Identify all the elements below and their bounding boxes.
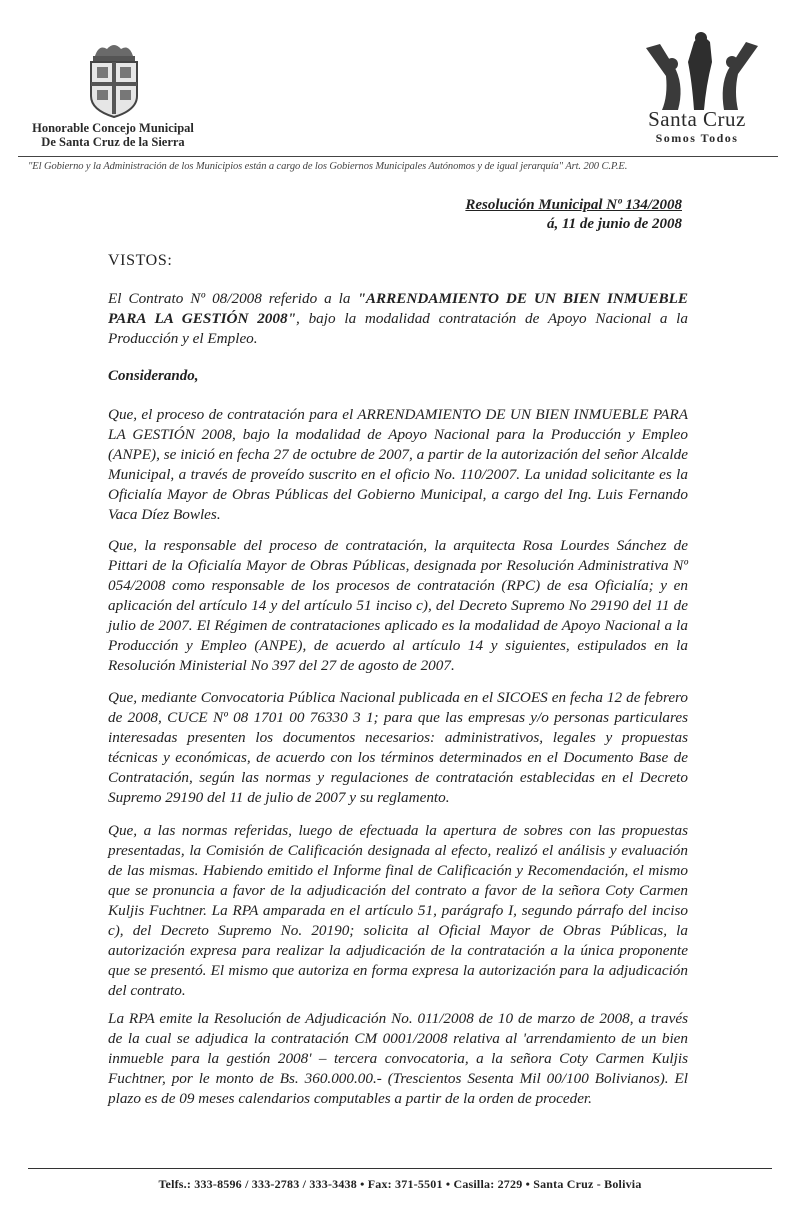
considerando-paragraph-1: Que, el proceso de contratación para el ARRENDAMIENTO DE UN BIEN INMUEBLE PARA LA GESTIÓN 2008, bajo la modalidad de Apoyo Nacional para la Producción y Empleo (ANPE), se inició en fecha 27 de octubre de 2007, a partir de la autorización del señor Alcalde Municipal, a través de proveído suscrito en el oficio No. 110/2007. La unidad solicitante es la Oficialía Mayor de Obras Públicas del Gobierno Municipal, a cargo del Ing. Luis Fernando Vaca Díez Bowles.	[108, 406, 688, 523]
constitution-motto: "El Gobierno y la Administración de los Municipios están a cargo de los Gobiernos Municipales Autónomos y de igual jerarquía" Art. 200 C.P.E.	[28, 161, 628, 172]
considerando-paragraph-4: Que, a las normas referidas, luego de efectuada la apertura de sobres con las propuestas presentadas, la Comisión de Calificación designada al efecto, realizó el análisis y evaluación de las mismas. Habiendo emitido el Informe final de Calificación y Recomendación, el mismo que se pronuncia a favor de la adjudicación del contrato a favor de la señora Coty Carmen Kuljis Fuchtner. La RPA amparada en el artículo 51, parágrafo I, segundo párrafo del inciso c), del Decreto Supremo No. 20190; solicita al Oficial Mayor de Obras Públicas, la autorización expresa para realizar la adjudicación de la contratación a la única proponente que se presentó. El mismo que autoriza en forma expresa la autorización para la adjudicación del contrato.	[108, 822, 688, 999]
council-crest-icon	[85, 40, 143, 118]
council-name-line2: De Santa Cruz de la Sierra	[41, 135, 185, 149]
council-name	[18, 121, 208, 149]
resolution-block	[400, 196, 682, 234]
vistos-text-pre: El Contrato Nº 08/2008 referido a la	[108, 290, 358, 307]
footer-contact: Telfs.: 333-8596 / 333-2783 / 333-3438 • Fax: 371-5501 • Casilla: 2729 • Santa Cruz - Bolivia	[158, 1177, 642, 1191]
considerando-paragraph-3: Que, mediante Convocatoria Pública Nacional publicada en el SICOES en fecha 12 de febrero de 2008, CUCE Nº 08 1701 00 76330 3 1; para que las empresas y/o personas particulares interesadas presenten los documentos necesarios: administrativos, legales y propuestas técnicas y económicas, de acuerdo con los términos determinados en el Documento Base de Contratación, según las normas y regulaciones de contratación establecidas en el Decreto Supremo 29190 del 11 de julio de 2007 y su reglamento.	[108, 689, 688, 806]
brand-slogan: Somos Todos	[655, 131, 739, 145]
considerando-paragraph-2: Que, la responsable del proceso de contratación, la arquitecta Rosa Lourdes Sánchez de Pittari de la Oficialía Mayor de Obras Públicas, designada por Resolución Administrativa Nº 054/2008 como responsable de los procesos de contratación (RPC) de esa Oficialía; y en aplicación del artículo 14 y del artículo 51 inciso c), del Decreto Supremo No 29190 del 11 de julio de 2007. El Régimen de contrataciones aplicado es la modalidad de Apoyo Nacional a la Producción y Empleo (ANPE), de acuerdo al artículo 14 y siguientes, estipulados en la Resolución Ministerial No 397 del 27 de agosto de 2007.	[108, 537, 688, 674]
council-name-line1: Honorable Concejo Municipal	[32, 121, 194, 135]
header-divider	[18, 156, 778, 157]
considerando-paragraph-5: La RPA emite la Resolución de Adjudicación No. 011/2008 de 10 de marzo de 2008, a través de la cual se adjudica la contratación CM 0001/2008 relativa al 'arrendamiento de un bien inmueble para la gestión 2008' – tercera convocatoria, a la señora Coty Carmen Kuljis Fuchtner, por le monto de Bs. 360.000.00.- (Trescientos Sesenta Mil 00/100 Bolivianos). El plazo es de 09 meses calendarios computables a partir de la orden de proceder.	[108, 1010, 688, 1107]
resolution-number: Resolución Municipal Nº 134/2008	[465, 197, 682, 213]
vistos-heading: VISTOS:	[108, 252, 173, 269]
vistos-contract-title: "ARRENDAMIENTO DE UN BIEN INMUEBLE PARA LA GESTIÓN 2008"	[108, 290, 688, 327]
resolution-date: á, 11 de junio de 2008	[546, 216, 682, 232]
footer-divider	[28, 1168, 772, 1169]
vistos-text-post: , bajo la modalidad contratación de Apoyo Nacional a la Producción y el Empleo.	[108, 310, 688, 347]
brand-title: Santa Cruz	[648, 107, 746, 131]
considerando-heading: Considerando,	[108, 368, 199, 384]
vistos-paragraph	[108, 289, 688, 349]
